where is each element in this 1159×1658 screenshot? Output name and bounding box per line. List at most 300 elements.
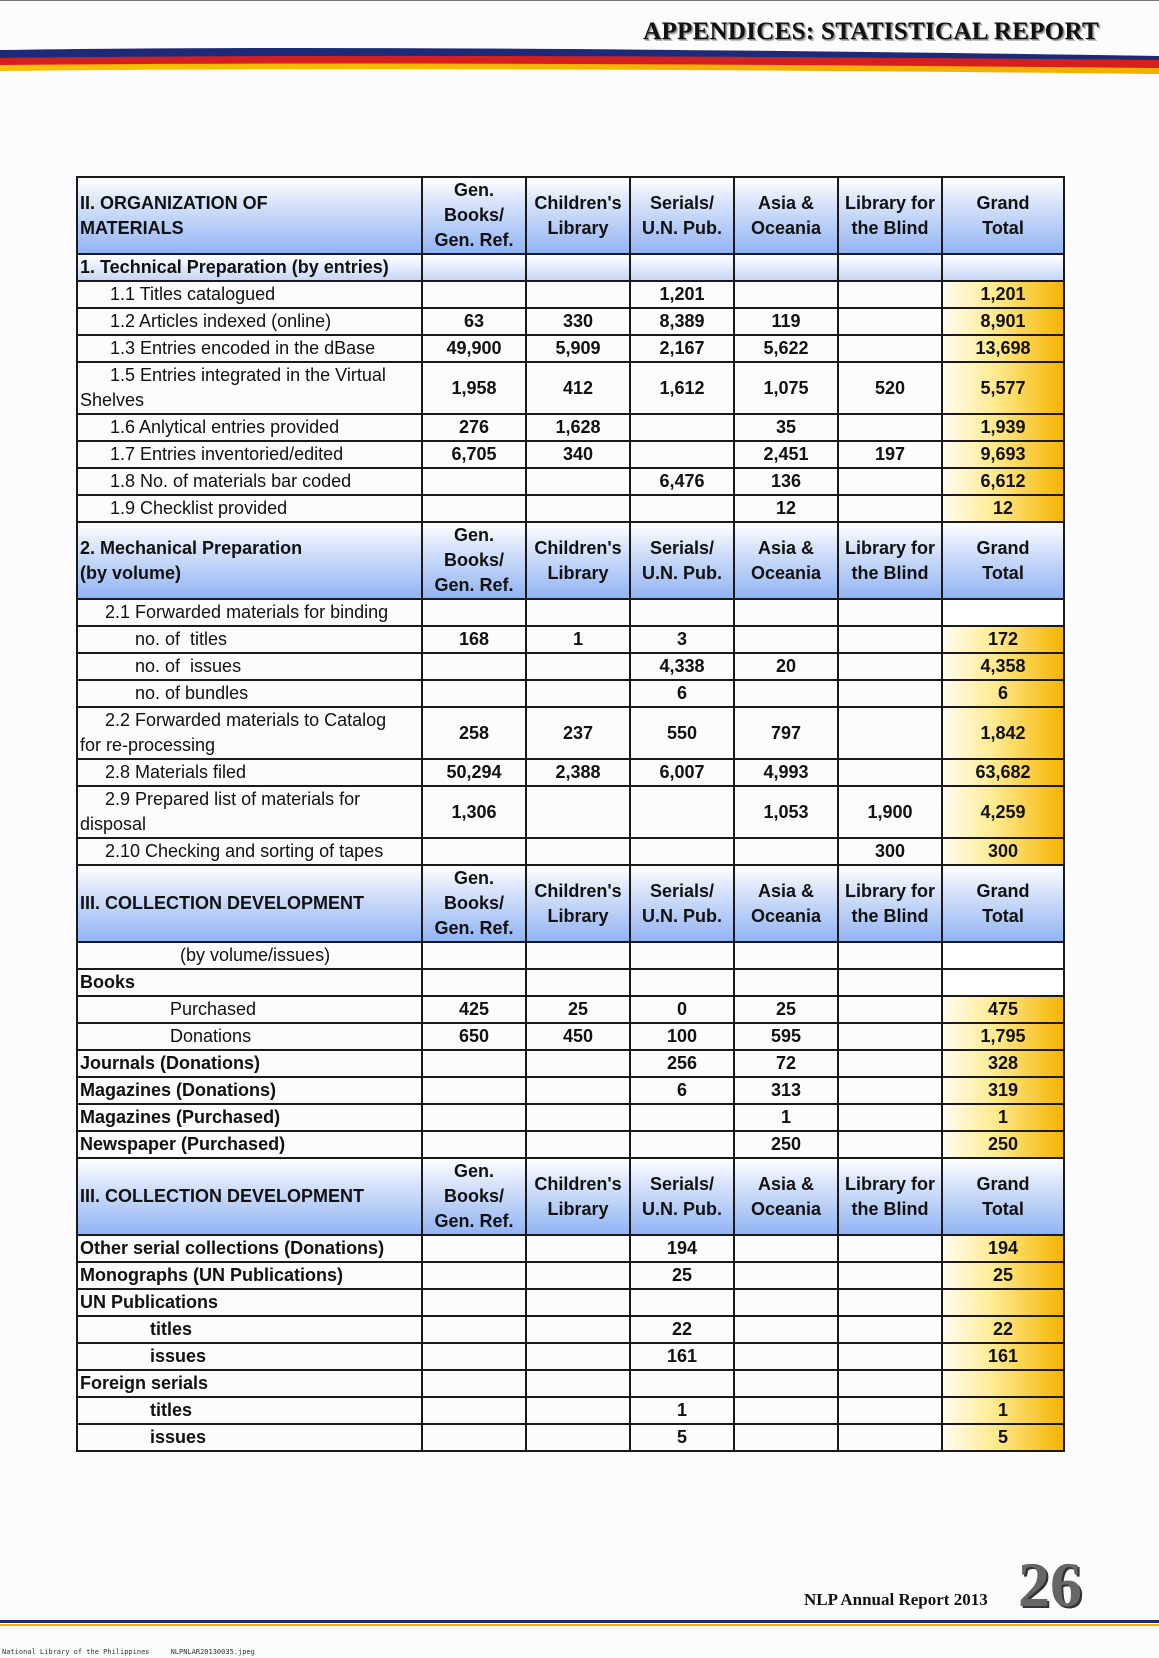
row-label: 1.6 Anlytical entries provided <box>77 414 422 441</box>
table-cell <box>838 653 942 680</box>
grand-total-cell: 6,612 <box>942 468 1064 495</box>
table-cell: 8,389 <box>630 308 734 335</box>
row-label: 1.8 No. of materials bar coded <box>77 468 422 495</box>
grand-total-cell: 25 <box>942 1262 1064 1289</box>
table-cell: 2,388 <box>526 759 630 786</box>
table-cell <box>734 1343 838 1370</box>
row-label: no. of issues <box>77 653 422 680</box>
column-header: Children's Library <box>526 177 630 254</box>
table-cell: 237 <box>526 707 630 759</box>
table-cell <box>526 1370 630 1397</box>
table-row <box>77 1131 1064 1158</box>
table-cell: 6 <box>630 680 734 707</box>
table-cell <box>422 495 526 522</box>
table-cell <box>422 599 526 626</box>
table-cell: 22 <box>630 1316 734 1343</box>
table-header-row <box>77 177 1064 254</box>
table-cell: 1 <box>734 1104 838 1131</box>
table-cell <box>526 786 630 838</box>
table-row <box>77 281 1064 308</box>
column-header: Asia & Oceania <box>734 1158 838 1235</box>
table-cell <box>526 838 630 865</box>
table-cell <box>838 495 942 522</box>
row-label: 2.8 Materials filed <box>77 759 422 786</box>
table-cell: 49,900 <box>422 335 526 362</box>
row-label: issues <box>77 1424 422 1451</box>
row-label: Foreign serials <box>77 1370 422 1397</box>
grand-total-cell: 4,358 <box>942 653 1064 680</box>
grand-total-cell: 1,201 <box>942 281 1064 308</box>
table-row <box>77 680 1064 707</box>
table-cell <box>526 1316 630 1343</box>
table-row <box>77 653 1064 680</box>
table-cell: 1,075 <box>734 362 838 414</box>
grand-total-cell: 1 <box>942 1104 1064 1131</box>
row-label: Books <box>77 969 422 996</box>
table-row <box>77 1289 1064 1316</box>
table-cell <box>838 1077 942 1104</box>
row-label: Magazines (Donations) <box>77 1077 422 1104</box>
table-cell: 2,167 <box>630 335 734 362</box>
table-cell <box>838 1343 942 1370</box>
table-cell: 1,900 <box>838 786 942 838</box>
table-cell <box>422 1424 526 1451</box>
table-cell <box>630 786 734 838</box>
column-header: Grand Total <box>942 522 1064 599</box>
table-cell <box>838 626 942 653</box>
table-cell <box>838 969 942 996</box>
table-row <box>77 1050 1064 1077</box>
table-cell <box>630 495 734 522</box>
table-cell <box>838 1289 942 1316</box>
table-cell: 25 <box>630 1262 734 1289</box>
table-row <box>77 759 1064 786</box>
column-header: Library for the Blind <box>838 865 942 942</box>
row-label: 2.1 Forwarded materials for binding <box>77 599 422 626</box>
grand-total-cell: 194 <box>942 1235 1064 1262</box>
grand-total-cell: 6 <box>942 680 1064 707</box>
row-label: 2.2 Forwarded materials to Catalog for re-processing <box>77 707 422 759</box>
table-cell <box>838 335 942 362</box>
grand-total-cell <box>942 599 1064 626</box>
table-cell <box>734 680 838 707</box>
table-cell: 6,476 <box>630 468 734 495</box>
row-label: no. of titles <box>77 626 422 653</box>
row-label: 1.5 Entries integrated in the Virtual Shelves <box>77 362 422 414</box>
grand-total-cell: 319 <box>942 1077 1064 1104</box>
table-cell <box>838 1370 942 1397</box>
column-header: Grand Total <box>942 1158 1064 1235</box>
table-cell: 0 <box>630 996 734 1023</box>
row-label: Journals (Donations) <box>77 1050 422 1077</box>
table-cell <box>734 1370 838 1397</box>
table-cell <box>422 653 526 680</box>
footer-report-name: NLP Annual Report 2013 <box>804 1590 988 1609</box>
table-cell <box>630 414 734 441</box>
table-cell <box>526 1262 630 1289</box>
table-cell <box>734 626 838 653</box>
table-cell: 4,993 <box>734 759 838 786</box>
table-cell: 276 <box>422 414 526 441</box>
row-label: issues <box>77 1343 422 1370</box>
table-cell <box>734 969 838 996</box>
table-cell: 300 <box>838 838 942 865</box>
grand-total-cell: 8,901 <box>942 308 1064 335</box>
row-label: Purchased <box>77 996 422 1023</box>
table-cell: 1,612 <box>630 362 734 414</box>
table-cell: 520 <box>838 362 942 414</box>
page-number: 26 <box>1018 1549 1082 1620</box>
table-cell <box>838 1424 942 1451</box>
table-cell <box>422 1050 526 1077</box>
grand-total-cell: 1,842 <box>942 707 1064 759</box>
table-cell <box>734 1424 838 1451</box>
statistics-table <box>76 176 1065 1452</box>
table-cell: 550 <box>630 707 734 759</box>
table-row <box>77 786 1064 838</box>
table-row <box>77 1370 1064 1397</box>
table-cell <box>422 468 526 495</box>
header-section-title: II. ORGANIZATION OF MATERIALS <box>77 177 422 254</box>
row-label: Monographs (UN Publications) <box>77 1262 422 1289</box>
table-cell: 4,338 <box>630 653 734 680</box>
row-label: Magazines (Purchased) <box>77 1104 422 1131</box>
table-cell: 100 <box>630 1023 734 1050</box>
table-cell: 1,958 <box>422 362 526 414</box>
table-cell: 136 <box>734 468 838 495</box>
table-cell: 5,622 <box>734 335 838 362</box>
row-label: Other serial collections (Donations) <box>77 1235 422 1262</box>
grand-total-cell <box>942 1289 1064 1316</box>
table-cell <box>838 281 942 308</box>
table-cell <box>526 1104 630 1131</box>
table-cell <box>630 838 734 865</box>
table-cell: 1,201 <box>630 281 734 308</box>
table-cell <box>422 1262 526 1289</box>
table-cell <box>734 1397 838 1424</box>
table-cell: 63 <box>422 308 526 335</box>
table-cell <box>422 1077 526 1104</box>
table-cell <box>422 1343 526 1370</box>
grand-total-cell: 1,795 <box>942 1023 1064 1050</box>
table-cell <box>526 1424 630 1451</box>
table-row <box>77 1104 1064 1131</box>
table-cell <box>838 414 942 441</box>
table-cell <box>734 1235 838 1262</box>
table-row <box>77 996 1064 1023</box>
table-cell: 1,306 <box>422 786 526 838</box>
table-cell <box>526 680 630 707</box>
table-cell: 5,909 <box>526 335 630 362</box>
table-cell <box>942 254 1064 281</box>
statistics-table-body <box>77 177 1064 1451</box>
table-cell <box>734 838 838 865</box>
table-cell <box>838 599 942 626</box>
table-cell: 3 <box>630 626 734 653</box>
table-row <box>77 468 1064 495</box>
table-cell: 250 <box>734 1131 838 1158</box>
column-header: Gen. Books/ Gen. Ref. <box>422 865 526 942</box>
table-cell: 1,053 <box>734 786 838 838</box>
table-row <box>77 599 1064 626</box>
table-cell <box>838 1397 942 1424</box>
table-cell <box>526 281 630 308</box>
row-label: titles <box>77 1397 422 1424</box>
grand-total-cell: 172 <box>942 626 1064 653</box>
row-label: 1.3 Entries encoded in the dBase <box>77 335 422 362</box>
column-header: Children's Library <box>526 522 630 599</box>
table-cell: 12 <box>734 495 838 522</box>
grand-total-cell: 63,682 <box>942 759 1064 786</box>
table-cell <box>838 707 942 759</box>
section-title: 1. Technical Preparation (by entries) <box>77 254 422 281</box>
grand-total-cell <box>942 969 1064 996</box>
grand-total-cell: 13,698 <box>942 335 1064 362</box>
table-cell <box>630 942 734 969</box>
table-cell: 20 <box>734 653 838 680</box>
table-row <box>77 838 1064 865</box>
grand-total-cell: 9,693 <box>942 441 1064 468</box>
grand-total-cell: 4,259 <box>942 786 1064 838</box>
column-header: Library for the Blind <box>838 522 942 599</box>
column-header: Serials/ U.N. Pub. <box>630 1158 734 1235</box>
table-cell: 119 <box>734 308 838 335</box>
table-cell <box>422 680 526 707</box>
table-cell: 72 <box>734 1050 838 1077</box>
row-label: 1.2 Articles indexed (online) <box>77 308 422 335</box>
table-cell <box>734 1289 838 1316</box>
grand-total-cell: 161 <box>942 1343 1064 1370</box>
column-header: Grand Total <box>942 177 1064 254</box>
table-cell <box>422 1131 526 1158</box>
table-cell <box>630 1370 734 1397</box>
table-row <box>77 1424 1064 1451</box>
table-cell <box>734 1262 838 1289</box>
footer-line <box>0 1620 1159 1630</box>
grand-total-cell: 328 <box>942 1050 1064 1077</box>
table-header-row <box>77 522 1064 599</box>
table-cell <box>734 1316 838 1343</box>
table-cell <box>838 1316 942 1343</box>
table-cell <box>422 838 526 865</box>
table-cell: 1 <box>630 1397 734 1424</box>
grand-total-cell <box>942 942 1064 969</box>
table-row <box>77 335 1064 362</box>
page-header-title: APPENDICES: STATISTICAL REPORT <box>643 18 1099 45</box>
table-cell <box>526 599 630 626</box>
column-header: Serials/ U.N. Pub. <box>630 865 734 942</box>
table-cell: 450 <box>526 1023 630 1050</box>
table-cell: 412 <box>526 362 630 414</box>
table-cell: 6,705 <box>422 441 526 468</box>
table-cell: 650 <box>422 1023 526 1050</box>
table-cell <box>630 599 734 626</box>
table-cell: 6 <box>630 1077 734 1104</box>
table-cell <box>422 1104 526 1131</box>
table-cell <box>422 1235 526 1262</box>
table-row <box>77 362 1064 414</box>
table-cell <box>630 1289 734 1316</box>
table-cell <box>838 468 942 495</box>
table-cell: 25 <box>526 996 630 1023</box>
table-cell: 6,007 <box>630 759 734 786</box>
table-cell <box>526 1077 630 1104</box>
table-cell: 425 <box>422 996 526 1023</box>
table-row <box>77 626 1064 653</box>
table-cell: 5 <box>630 1424 734 1451</box>
column-header: Asia & Oceania <box>734 865 838 942</box>
table-cell: 161 <box>630 1343 734 1370</box>
row-label: Newspaper (Purchased) <box>77 1131 422 1158</box>
table-cell: 25 <box>734 996 838 1023</box>
table-cell: 35 <box>734 414 838 441</box>
table-cell <box>838 942 942 969</box>
table-row <box>77 1343 1064 1370</box>
table-cell <box>734 281 838 308</box>
table-cell <box>526 1343 630 1370</box>
top-border <box>0 0 1159 1</box>
row-label: no. of bundles <box>77 680 422 707</box>
grand-total-cell: 300 <box>942 838 1064 865</box>
table-cell: 313 <box>734 1077 838 1104</box>
table-row <box>77 414 1064 441</box>
table-cell <box>630 969 734 996</box>
column-header: Serials/ U.N. Pub. <box>630 522 734 599</box>
table-cell <box>526 1289 630 1316</box>
table-row <box>77 308 1064 335</box>
table-cell <box>630 1131 734 1158</box>
table-cell <box>422 969 526 996</box>
grand-total-cell: 475 <box>942 996 1064 1023</box>
grand-total-cell <box>942 1370 1064 1397</box>
table-cell: 330 <box>526 308 630 335</box>
table-cell: 258 <box>422 707 526 759</box>
table-cell: 194 <box>630 1235 734 1262</box>
table-cell <box>630 441 734 468</box>
table-cell <box>526 969 630 996</box>
table-row <box>77 1262 1064 1289</box>
table-header-row <box>77 1158 1064 1235</box>
table-cell <box>526 495 630 522</box>
column-header: Children's Library <box>526 1158 630 1235</box>
table-row <box>77 942 1064 969</box>
table-cell: 797 <box>734 707 838 759</box>
table-cell <box>838 996 942 1023</box>
table-row <box>77 1397 1064 1424</box>
table-cell <box>630 254 734 281</box>
table-cell <box>838 308 942 335</box>
row-label: titles <box>77 1316 422 1343</box>
row-label: Donations <box>77 1023 422 1050</box>
table-cell <box>734 942 838 969</box>
row-label: 1.7 Entries inventoried/edited <box>77 441 422 468</box>
row-label: 1.1 Titles catalogued <box>77 281 422 308</box>
table-cell <box>422 1289 526 1316</box>
table-cell <box>838 1104 942 1131</box>
column-header: Gen. Books/ Gen. Ref. <box>422 177 526 254</box>
grand-total-cell: 1,939 <box>942 414 1064 441</box>
table-cell <box>526 468 630 495</box>
table-cell <box>838 1262 942 1289</box>
table-cell <box>838 1131 942 1158</box>
column-header: Serials/ U.N. Pub. <box>630 177 734 254</box>
table-cell <box>630 1104 734 1131</box>
column-header: Asia & Oceania <box>734 177 838 254</box>
column-header: Gen. Books/ Gen. Ref. <box>422 522 526 599</box>
grand-total-cell: 12 <box>942 495 1064 522</box>
table-cell <box>422 942 526 969</box>
table-cell <box>838 1023 942 1050</box>
table-row <box>77 1077 1064 1104</box>
row-label: (by volume/issues) <box>77 942 422 969</box>
table-cell: 50,294 <box>422 759 526 786</box>
table-row <box>77 1316 1064 1343</box>
table-cell: 2,451 <box>734 441 838 468</box>
table-section-row <box>77 254 1064 281</box>
header-section-title: III. COLLECTION DEVELOPMENT <box>77 865 422 942</box>
column-header: Asia & Oceania <box>734 522 838 599</box>
table-cell: 256 <box>630 1050 734 1077</box>
row-label: UN Publications <box>77 1289 422 1316</box>
footer-small-print: National Library of the Philippines NLPNLAR20130035.jpeg <box>2 1648 255 1656</box>
table-cell <box>526 653 630 680</box>
table-row <box>77 1235 1064 1262</box>
header-swoosh <box>0 44 1159 80</box>
grand-total-cell: 5,577 <box>942 362 1064 414</box>
table-cell <box>838 759 942 786</box>
column-header: Children's Library <box>526 865 630 942</box>
table-cell <box>838 254 942 281</box>
table-cell: 168 <box>422 626 526 653</box>
table-cell: 1 <box>526 626 630 653</box>
table-cell <box>734 254 838 281</box>
table-cell: 595 <box>734 1023 838 1050</box>
table-cell <box>422 1397 526 1424</box>
table-row <box>77 441 1064 468</box>
table-row <box>77 1023 1064 1050</box>
table-row <box>77 707 1064 759</box>
table-cell <box>526 254 630 281</box>
table-cell: 1,628 <box>526 414 630 441</box>
table-cell <box>734 599 838 626</box>
table-cell <box>838 680 942 707</box>
table-header-row <box>77 865 1064 942</box>
table-cell <box>422 1316 526 1343</box>
column-header: Library for the Blind <box>838 1158 942 1235</box>
column-header: Grand Total <box>942 865 1064 942</box>
header-section-title: 2. Mechanical Preparation (by volume) <box>77 522 422 599</box>
column-header: Gen. Books/ Gen. Ref. <box>422 1158 526 1235</box>
table-cell <box>422 1370 526 1397</box>
column-header: Library for the Blind <box>838 177 942 254</box>
table-row <box>77 969 1064 996</box>
table-cell <box>526 942 630 969</box>
table-cell: 340 <box>526 441 630 468</box>
table-cell <box>526 1235 630 1262</box>
row-label: 2.10 Checking and sorting of tapes <box>77 838 422 865</box>
header-section-title: III. COLLECTION DEVELOPMENT <box>77 1158 422 1235</box>
table-cell <box>838 1235 942 1262</box>
table-cell <box>526 1397 630 1424</box>
table-cell <box>422 281 526 308</box>
grand-total-cell: 22 <box>942 1316 1064 1343</box>
row-label: 2.9 Prepared list of materials for disposal <box>77 786 422 838</box>
table-cell <box>422 254 526 281</box>
grand-total-cell: 250 <box>942 1131 1064 1158</box>
table-cell <box>526 1131 630 1158</box>
table-cell <box>526 1050 630 1077</box>
table-cell: 197 <box>838 441 942 468</box>
